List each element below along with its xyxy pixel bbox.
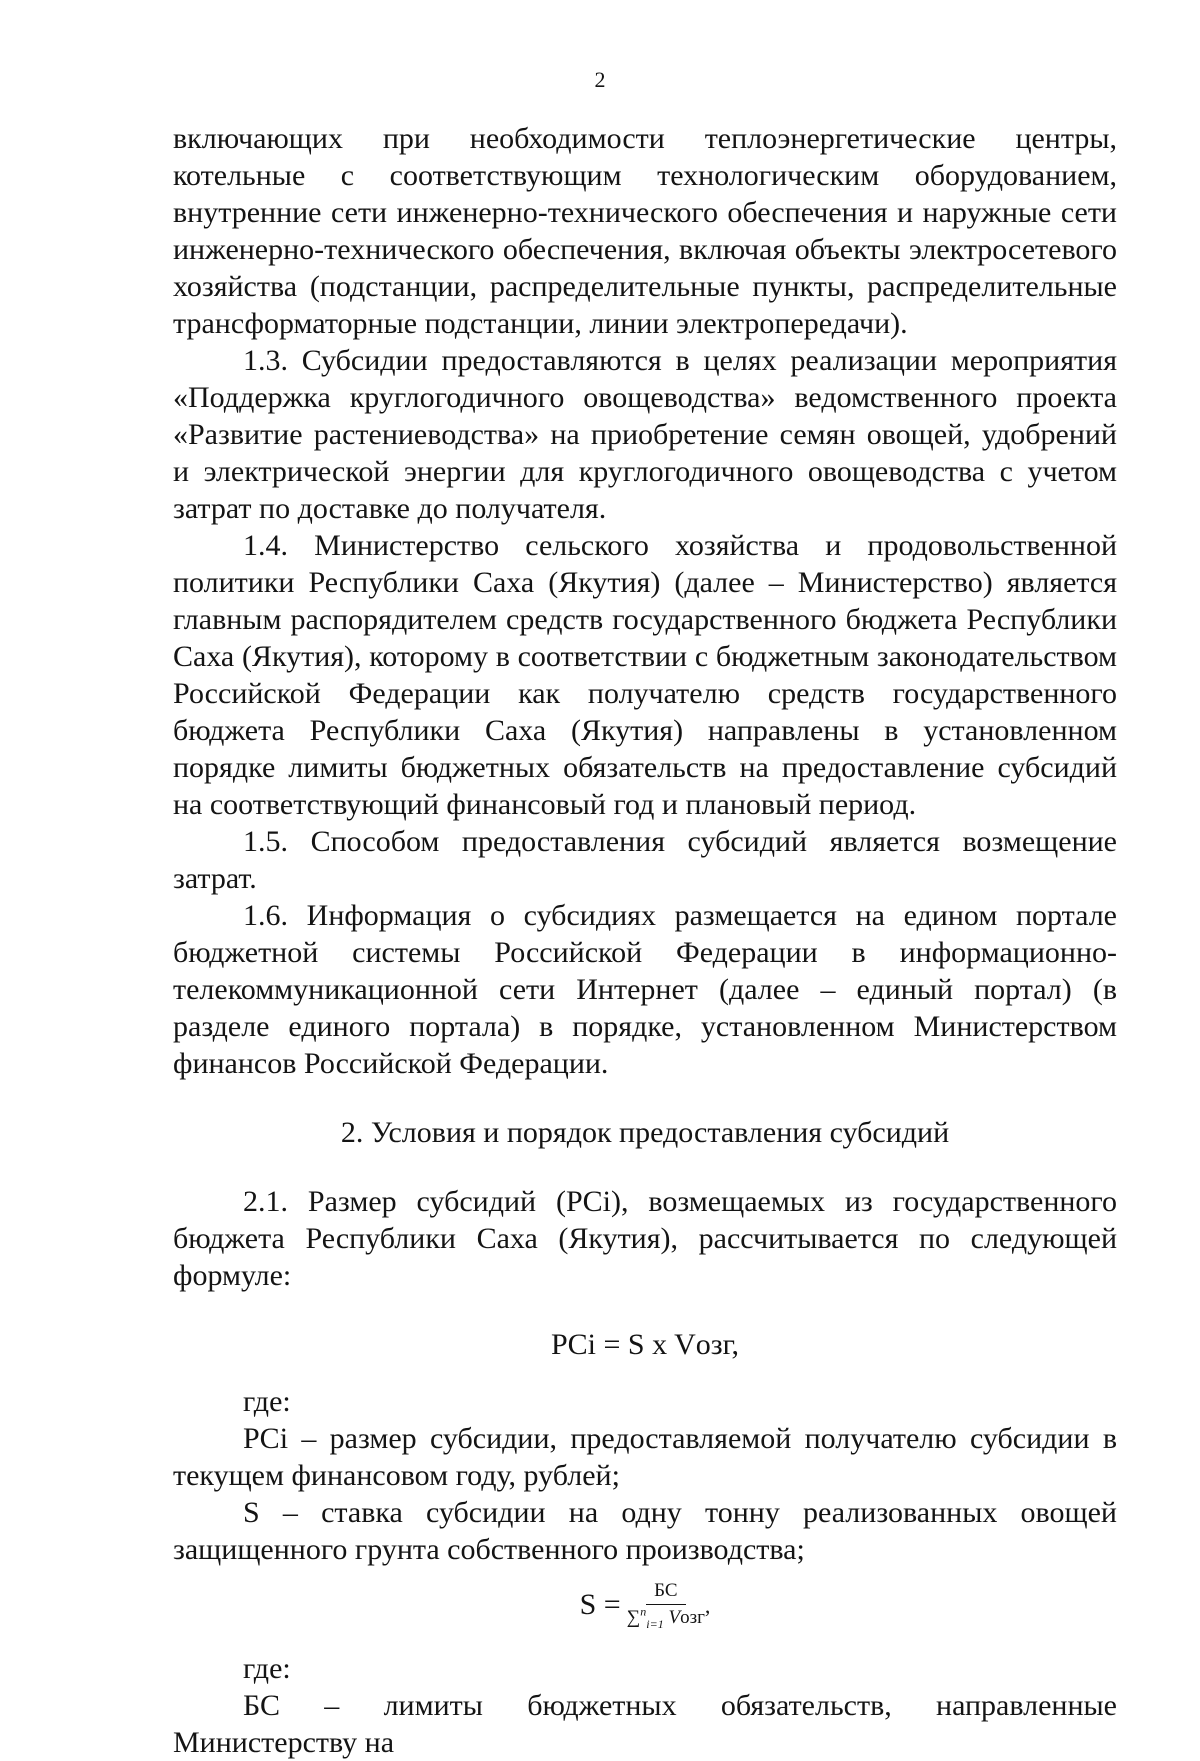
document-body: [173, 120, 1117, 1761]
formula-s-lhs: S =: [579, 1587, 621, 1621]
sum-variable: V: [668, 1606, 681, 1628]
formula-s-numerator: БС: [646, 1580, 685, 1605]
paragraph-1-5: 1.5. Способом предоставления субсидий является возмещение затрат.: [173, 825, 1117, 895]
sum-symbol: ∑: [626, 1606, 641, 1628]
page-number: 2: [594, 67, 606, 92]
definition-s: S – ставка субсидии на одну тонну реализованных овощей защищенного грунта собственного производства;: [173, 1496, 1117, 1566]
formula-s-fraction: [627, 1580, 705, 1629]
where-label-2: где:: [243, 1652, 291, 1685]
paragraph-1-3: 1.3. Субсидии предоставляются в целях реализации мероприятия «Поддержка круглогодичного овощеводства» ведомственного проекта «Развитие растениеводства» на приобретение семян овощей, удобрений и электрической энергии для круглогодичного овощеводства с учетом затрат по доставке до получателя.: [173, 344, 1117, 525]
paragraph-1-4: 1.4. Министерство сельского хозяйства и продовольственной политики Республики Саха (Якутия) (далее – Министерство) является главным распорядителем средств государственного бюджета Республики Саха (Якутия), которому в соответствии с бюджетным законодательством Российской Федерации как получателю средств государственного бюджета Республики Саха (Якутия) направлены в установленном порядке лимиты бюджетных обязательств на предоставление субсидий на соответствующий финансовый год и плановый период.: [173, 529, 1117, 821]
section-heading: 2. Условия и порядок предоставления субсидий: [340, 1116, 950, 1149]
definition-pci: PCi – размер субсидии, предоставляемой получателю субсидии в текущем финансовом году, рублей;: [173, 1422, 1117, 1492]
sum-upper-limit: n: [640, 1604, 647, 1619]
formula-main: PCi = S x Vозг,: [550, 1328, 740, 1361]
formula-s: [173, 1568, 1117, 1640]
sum-variable-suffix: озг: [680, 1606, 705, 1628]
definition-bs: БС – лимиты бюджетных обязательств, направленные Министерству на: [173, 1689, 1117, 1759]
where-label-1: где:: [243, 1385, 291, 1418]
sum-lower-limit: i=1: [646, 1616, 664, 1631]
formula-s-comma: ,: [704, 1593, 711, 1618]
paragraph-continuation: включающих при необходимости теплоэнергетические центры, котельные с соответствующим технологическим оборудованием, внутренние сети инженерно-технического обеспечения и наружные сети инженерно-технического обеспечения, включая объекты электросетевого хозяйства (подстанции, распределительные пункты, распределительные трансформаторные подстанции, линии электропередачи).: [173, 122, 1117, 340]
paragraph-2-1: 2.1. Размер субсидий (PCi), возмещаемых из государственного бюджета Республики Саха (Якутия), рассчитывается по следующей формуле:: [173, 1185, 1117, 1292]
paragraph-1-6: 1.6. Информация о субсидиях размещается на едином портале бюджетной системы Российской Федерации в информационно-телекоммуникационной сети Интернет (далее – единый портал) (в разделе единого портала) в порядке, установленном Министерством финансов Российской Федерации.: [173, 899, 1117, 1080]
formula-s-denominator: [627, 1605, 705, 1629]
